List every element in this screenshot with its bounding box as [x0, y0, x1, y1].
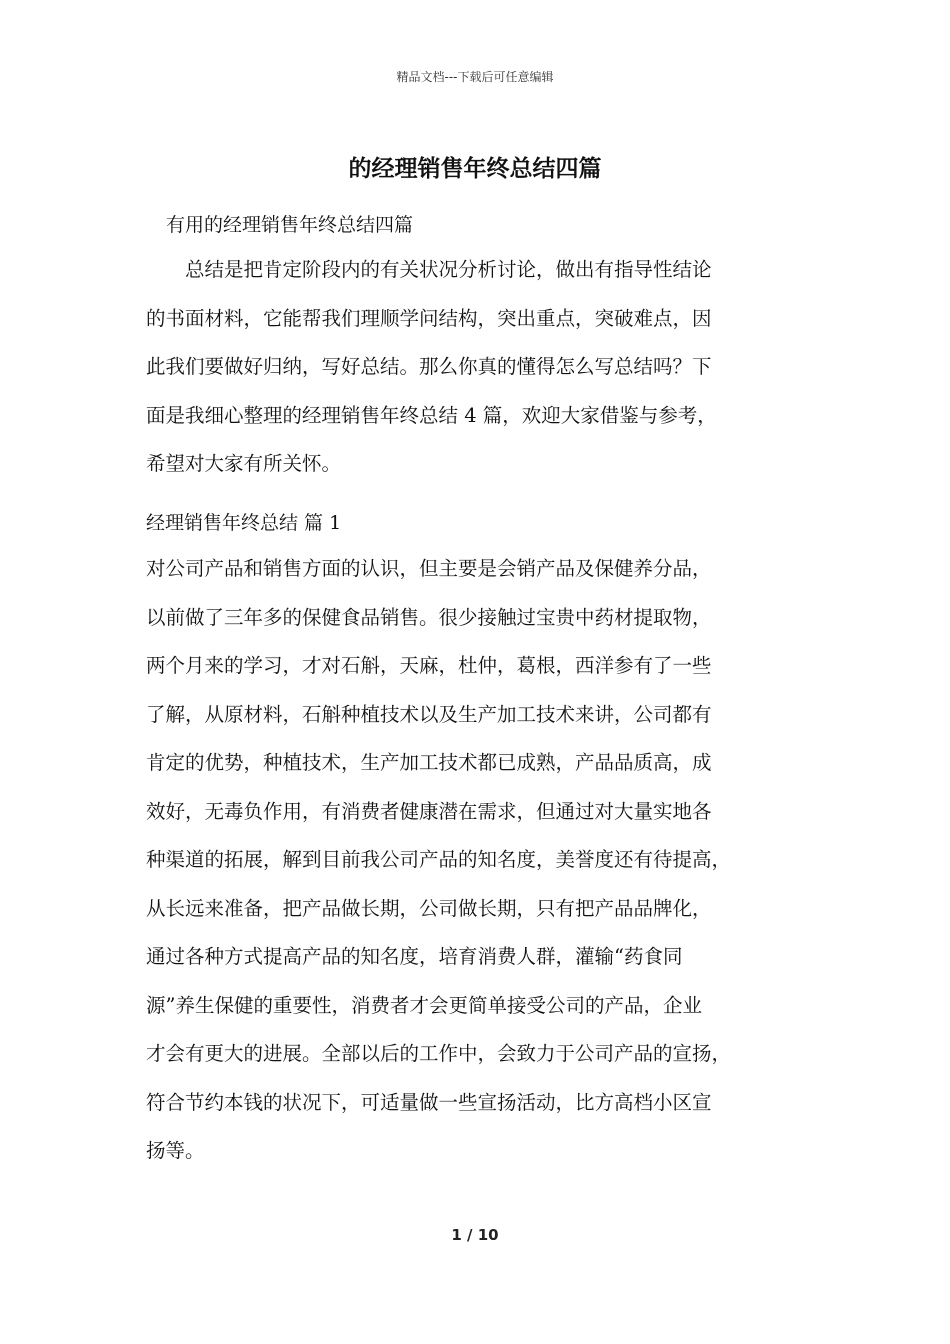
paragraph-line: 肯定的优势，种植技术，生产加工技术都已成熟，产品品质高，成 [146, 751, 712, 774]
paragraph-line: 符合节约本钱的状况下，可适量做一些宣扬活动，比方高档小区宣 [146, 1090, 712, 1114]
section-heading: 经理销售年终总结 篇 1 [146, 512, 342, 534]
header-note: 精品文档---下载后可任意编辑 [396, 70, 554, 84]
paragraph-line: 总结是把肯定阶段内的有关状况分析讨论，做出有指导性结论 [146, 258, 712, 281]
paragraph-line: 以前做了三年多的保健食品销售。很少接触过宝贵中药材提取物， [146, 605, 712, 629]
paragraph-line: 效好，无毒负作用，有消费者健康潜在需求，但通过对大量实地各 [146, 799, 712, 823]
paragraph-line: 两个月来的学习，才对石斛，天麻，杜仲，葛根，西洋参有了一些 [146, 654, 712, 677]
section-paragraph [146, 545, 826, 1176]
page-number: 1 / 10 [451, 1226, 499, 1244]
document-title: 的经理销售年终总结四篇 [348, 156, 602, 182]
paragraph-line: 的书面材料，它能帮我们理顺学问结构，突出重点，突破难点，因 [146, 306, 712, 330]
intro-paragraph [146, 246, 826, 489]
paragraph-line: 才会有更大的进展。全部以后的工作中，会致力于公司产品的宣扬， [146, 1042, 732, 1065]
paragraph-line: 种渠道的拓展，解到目前我公司产品的知名度，美誉度还有待提高， [146, 848, 732, 871]
document-subtitle: 有用的经理销售年终总结四篇 [166, 214, 414, 236]
paragraph-line: 通过各种方式提高产品的知名度，培育消费人群，灌输“药食同 [146, 945, 683, 968]
paragraph-line: 源”养生保健的重要性，消费者才会更简单接受公司的产品，企业 [146, 993, 702, 1017]
paragraph-line: 对公司产品和销售方面的认识，但主要是会销产品及保健养分品， [146, 557, 712, 580]
paragraph-line: 从长远来准备，把产品做长期，公司做长期，只有把产品品牌化， [146, 896, 712, 920]
paragraph-line: 了解，从原材料，石斛种植技术以及生产加工技术来讲，公司都有 [146, 702, 712, 726]
paragraph-line: 面是我细心整理的经理销售年终总结 4 篇，欢迎大家借鉴与参考， [146, 403, 717, 427]
paragraph-line: 此我们要做好归纳，写好总结。那么你真的懂得怎么写总结吗？下 [146, 355, 712, 378]
paragraph-line: 希望对大家有所关怀。 [146, 452, 342, 475]
paragraph-line: 扬等。 [146, 1139, 205, 1162]
